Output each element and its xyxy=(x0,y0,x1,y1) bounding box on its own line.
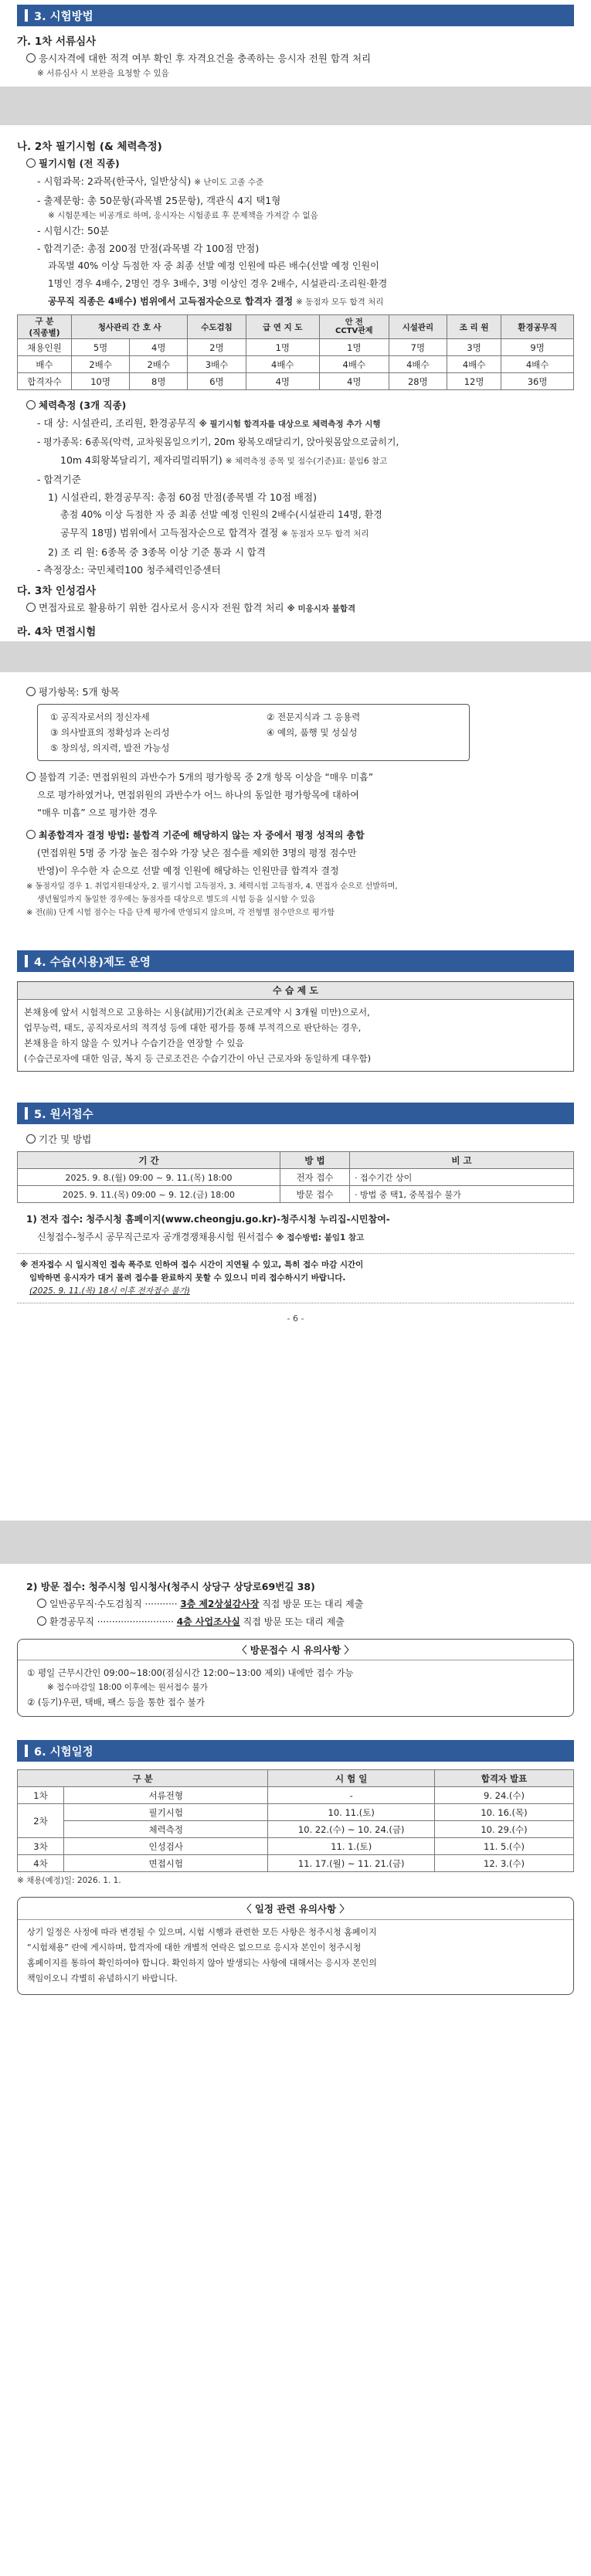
text-line: - 출제문항: 총 50문항(과목별 25문항), 객관식 4지 택1형 xyxy=(37,195,281,206)
text-line xyxy=(17,1229,574,1247)
text-line: 과목별 40% 이상 득점한 자 중 최종 선발 예정 인원에 따른 배수(선발 예정 인원이 xyxy=(48,260,379,271)
selection-ratio-table xyxy=(17,314,574,390)
cell: 1명 xyxy=(246,339,319,356)
circle-bullet-icon xyxy=(37,1599,46,1608)
th: 시설관리 xyxy=(389,315,447,339)
text: 최종합격자 결정 방법: 불합격 기준에 해당하지 않는 자 중에서 평정 성적의 총합 xyxy=(39,830,365,841)
page-6 xyxy=(0,672,591,1521)
circle-bullet-icon xyxy=(26,53,36,63)
heading-written-exam: 나. 2차 필기시험 (& 체력측정) xyxy=(17,141,162,153)
note: ※ 접수방법: 붙임1 참고 xyxy=(276,1233,365,1242)
heading-interview: 라. 4차 면접시험 xyxy=(17,626,97,638)
text: 3층 제2상설감사장 xyxy=(180,1599,260,1609)
cell: · 방법 중 택1, 중복접수 불가 xyxy=(350,1186,574,1203)
text-line xyxy=(17,1211,574,1229)
text-line: 으로 평가하였거나, 면접위원의 과반수가 어느 하나의 동일한 평가항목에 대하여 xyxy=(37,790,359,800)
text: 본채용을 하지 않을 수 있거나 수습기간을 연장할 수 있음 xyxy=(24,1038,244,1048)
bullet-text xyxy=(17,1596,574,1613)
cell: 11. 17.(월) ~ 11. 21.(금) xyxy=(268,1855,435,1872)
note: ※ 동점자 모두 합격 처리 xyxy=(281,529,369,539)
text: 홈페이지를 통하여 확인하여야 합니다. 확인하지 않아 발생되는 사항에 대해서는 응시자 본인의 xyxy=(27,1958,377,1968)
section-title: 3. 시험방법 xyxy=(34,10,93,23)
heading-document-screening: 가. 1차 서류심사 xyxy=(17,36,97,48)
text-line: - 합격기준: 총점 200점 만점(과목별 각 100점 만점) xyxy=(37,243,260,254)
table-row xyxy=(18,1855,574,1872)
cell: 4명 xyxy=(246,373,319,390)
bullet-text xyxy=(17,683,574,701)
page-5 xyxy=(0,125,591,641)
application-period-table xyxy=(17,1151,574,1203)
section-heading-schedule xyxy=(17,1740,574,1762)
text: 공무직 18명) 범위에서 고득점자순으로 합격자 결정 xyxy=(60,527,279,539)
cell: 10. 11.(토) xyxy=(268,1804,435,1821)
cell: 1차 xyxy=(18,1787,64,1804)
text: 응시자격에 대한 적격 여부 확인 후 자격요건을 충족하는 응시자 전원 합격 처리 xyxy=(39,53,372,64)
text: 신청접수-청주시 공무직근로자 공개경쟁채용시험 원서접수 xyxy=(37,1232,273,1242)
cell: 서류전형 xyxy=(64,1787,268,1804)
cell: 4명 xyxy=(130,339,188,356)
bullet-text xyxy=(17,599,574,618)
text: 직접 방문 또는 대리 제출 xyxy=(259,1599,364,1609)
cell: 체력측정 xyxy=(64,1821,268,1838)
probation-box xyxy=(17,981,574,1072)
text-line: (면접위원 5명 중 가장 높은 점수와 가장 낮은 점수를 제외한 3명의 평정 점수만 xyxy=(37,848,357,858)
item: ① 공직자로서의 정신자세 xyxy=(50,712,150,722)
text: 체력측정 (3개 직종) xyxy=(39,399,127,411)
bullet-text xyxy=(17,827,574,845)
table-header-row xyxy=(18,315,574,339)
table-row xyxy=(18,1169,574,1186)
th: 합격자 발표 xyxy=(435,1770,574,1787)
cell: 11. 1.(토) xyxy=(268,1838,435,1855)
circle-bullet-icon xyxy=(26,158,36,168)
cell: 채용인원 xyxy=(18,339,72,356)
item: ② 전문지식과 그 응용력 xyxy=(267,712,361,722)
table-row xyxy=(18,373,574,390)
text-line xyxy=(17,293,574,311)
page-gap xyxy=(0,87,591,125)
circle-bullet-icon xyxy=(37,1616,46,1626)
note-text: 생년월일까지 동일한 경우에는 동점자를 대상으로 별도의 시험 등을 실시할 수 있음 xyxy=(37,895,316,904)
note: ※ 동점자 모두 합격 처리 xyxy=(295,297,384,307)
cell: 1명 xyxy=(319,339,389,356)
cell: 2025. 9. 8.(월) 09:00 ~ 9. 11.(목) 18:00 xyxy=(18,1169,280,1186)
cell: 2명 xyxy=(188,339,246,356)
cell: 인성검사 xyxy=(64,1838,268,1855)
note: ※ 필기시험 합격자를 대상으로 체력측정 추가 시행 xyxy=(199,420,381,429)
bullet-text xyxy=(17,1130,574,1148)
cell: - xyxy=(268,1787,435,1804)
text: 기간 및 방법 xyxy=(39,1133,92,1145)
bullet-text xyxy=(17,1613,574,1631)
table-header-row xyxy=(18,1770,574,1787)
schedule-table xyxy=(17,1769,574,1872)
th: 환경공무직 xyxy=(501,315,574,339)
th: 비 고 xyxy=(350,1152,574,1169)
note-text: ※ 동점자일 경우 1. 취업지원대상자, 2. 필기시험 고득점자, 3. 체력시험 고득점자, 4. 면접자 순으로 선발하며, xyxy=(26,882,398,891)
text-line: - 합격기준 xyxy=(37,474,81,485)
text: 책임이오니 각별히 유념하시기 바랍니다. xyxy=(27,1973,178,1983)
circle-bullet-icon xyxy=(26,1134,36,1144)
bullet-text xyxy=(17,769,574,787)
table-row xyxy=(18,339,574,356)
section-heading-exam-method xyxy=(17,5,574,26)
circle-bullet-icon xyxy=(26,400,36,410)
table-row xyxy=(18,1838,574,1855)
text: 일반공무직·수도검침직 ··········· xyxy=(49,1599,181,1609)
cell: 면접시험 xyxy=(64,1855,268,1872)
text-line xyxy=(17,1578,574,1596)
visit-notice-box xyxy=(17,1639,574,1717)
item: ③ 의사발표의 정확성과 논리성 xyxy=(50,727,170,738)
cell: 4배수 xyxy=(246,356,319,373)
text: (2025. 9. 11.(목) 18시 이후 전자접수 불가) xyxy=(29,1286,190,1296)
th: 안 전 CCTV관제 xyxy=(319,315,389,339)
section-heading-probation xyxy=(17,950,574,972)
heading-personality-test: 다. 3차 인성검사 xyxy=(17,585,97,597)
text: 본채용에 앞서 시험적으로 고용하는 시용(試用)기간(최초 근로계약 시 3개월 미만)으로서, xyxy=(24,1007,370,1018)
circle-bullet-icon xyxy=(26,687,36,696)
sub-heading-written xyxy=(17,155,574,172)
cell: 3배수 xyxy=(188,356,246,373)
table-row xyxy=(18,1186,574,1203)
text-line xyxy=(17,172,574,192)
cell: 5명 xyxy=(72,339,130,356)
th: 방 법 xyxy=(280,1152,350,1169)
cell: 36명 xyxy=(501,373,574,390)
cell: 4배수 xyxy=(319,356,389,373)
note-text: ※ 채용(예정)일: 2026. 1. 1. xyxy=(17,1876,121,1885)
table-row xyxy=(18,1821,574,1838)
text-line: 총점 40% 이상 득점한 자 중 최종 선발 예정 인원의 2배수(시설관리 14명, 환경 xyxy=(60,509,382,520)
th: 수도검침 xyxy=(188,315,246,339)
text: - 시험과목: 2과목(한국사, 일반상식) xyxy=(37,175,192,187)
cell: 필기시험 xyxy=(64,1804,268,1821)
th: 기 간 xyxy=(18,1152,280,1169)
cell: 전자 접수 xyxy=(280,1169,350,1186)
circle-bullet-icon xyxy=(26,772,36,781)
text: 4층 사업조사실 xyxy=(176,1616,240,1627)
text-line: 1) 시설관리, 환경공무직: 총점 60점 만점(종목별 각 10점 배점) xyxy=(48,491,317,503)
note: ※ 난이도 고졸 수준 xyxy=(194,178,264,187)
page-7 xyxy=(0,1564,591,2576)
cell: 10. 29.(수) xyxy=(435,1821,574,1838)
cell: 12명 xyxy=(447,373,501,390)
box-title: 〈 일정 관련 유의사항 〉 xyxy=(18,1899,573,1920)
cell: 10명 xyxy=(72,373,130,390)
text: 공무직 직종은 4배수) 범위에서 고득점자순으로 합격자 결정 xyxy=(48,296,294,307)
cell: 9명 xyxy=(501,339,574,356)
cell: 10. 16.(목) xyxy=(435,1804,574,1821)
box-title: 〈 방문접수 시 유의사항 〉 xyxy=(18,1641,573,1660)
item: ⑤ 창의성, 의지력, 발전 가능성 xyxy=(50,743,170,753)
probation-body xyxy=(18,1000,573,1071)
text: ① 평일 근무시간인 09:00~18:00(점심시간 12:00~13:00 제외) 내에만 접수 가능 xyxy=(27,1667,354,1678)
note: ※ 체력측정 종목 및 점수(기준)표: 붙임6 참고 xyxy=(225,457,388,466)
text: ※ 접수마감일 18:00 이후에는 원서접수 불가 xyxy=(47,1683,208,1692)
cell: 12. 3.(수) xyxy=(435,1855,574,1872)
text: 10m 4회왕복달리기, 제자리멀리뛰기) xyxy=(60,454,222,466)
page-number: - 6 - xyxy=(287,1313,304,1324)
cell: · 접수기간 상이 xyxy=(350,1169,574,1186)
th: 급 연 지 도 xyxy=(246,315,319,339)
text-line: 2) 조 리 원: 6종목 중 3종목 이상 기준 통과 시 합격 xyxy=(48,546,266,558)
cell: 10. 22.(수) ~ 10. 24.(금) xyxy=(268,1821,435,1838)
text: 1) 전자 접수: 청주시청 홈페이지(www.cheongju.go.kr)-청주시청 누리집-시민참여- xyxy=(26,1214,390,1225)
text: ② (등기)우편, 택배, 팩스 등을 통한 접수 불가 xyxy=(27,1697,205,1708)
text: 면접자료로 활용하기 위한 검사로서 응시자 전원 합격 처리 xyxy=(39,602,284,613)
cell: 7명 xyxy=(389,339,447,356)
cell: 2025. 9. 11.(목) 09:00 ~ 9. 12.(금) 18:00 xyxy=(18,1186,280,1203)
text: 2) 방문 접수: 청주시청 임시청사(청주시 상당구 상당로69번길 38) xyxy=(26,1581,315,1592)
text: 임박하면 응시자가 대거 몰려 접수를 완료하지 못할 수 있으니 미리 접수하시기 바랍니다. xyxy=(29,1273,346,1283)
section-title: 5. 원서접수 xyxy=(34,1108,93,1121)
page-gap xyxy=(0,641,591,672)
table-header-row xyxy=(18,1152,574,1169)
cell: 28명 xyxy=(389,373,447,390)
cell: 4배수 xyxy=(501,356,574,373)
text: 필기시험 (전 직종) xyxy=(39,158,120,169)
online-warning-box xyxy=(17,1253,574,1303)
th: 구 분 xyxy=(18,1770,268,1787)
circle-bullet-icon xyxy=(26,830,36,839)
table-row xyxy=(18,1804,574,1821)
item: ④ 예의, 품행 및 성실성 xyxy=(267,727,358,738)
text-line xyxy=(17,414,574,433)
text-line: 반영)이 우수한 자 순으로 선발 예정 인원에 해당하는 인원만큼 합격자 결정 xyxy=(37,865,339,876)
text: ※ 전자접수 시 일시적인 접속 폭주로 인하여 접수 시간이 지연될 수 있고, 특히 접수 마감 시간이 xyxy=(20,1260,364,1269)
circle-bullet-icon xyxy=(26,603,36,612)
cell: 3명 xyxy=(447,339,501,356)
sub-heading-fitness xyxy=(17,396,574,414)
cell: 4차 xyxy=(18,1855,64,1872)
items-row xyxy=(50,740,457,756)
cell: 8명 xyxy=(130,373,188,390)
evaluation-items-box xyxy=(37,704,470,761)
text-line xyxy=(17,524,574,543)
text: (수습근로자에 대한 임금, 복지 등 근로조건은 수습기간이 아닌 근로자와 동일하게 대우함) xyxy=(24,1053,372,1064)
th: 시 험 일 xyxy=(268,1770,435,1787)
text: 상기 일정은 사정에 따라 변경될 수 있으며, 시험 시행과 관련한 모든 사항은 청주시청 홈페이지 xyxy=(27,1927,377,1937)
section-title: 4. 수습(시용)제도 운영 xyxy=(34,956,151,969)
items-row xyxy=(50,725,457,740)
page-4 xyxy=(0,0,591,87)
cell: 9. 24.(수) xyxy=(435,1787,574,1804)
text: 업무능력, 태도, 공직자로서의 적격성 등에 대한 평가를 통해 부적격으로 판단하는 경우, xyxy=(24,1022,362,1033)
text-line: 1명인 경우 4배수, 2명인 경우 3배수, 3명 이상인 경우 2배수, 시설관리·조리원·환경 xyxy=(48,278,388,289)
cell: 배수 xyxy=(18,356,72,373)
th: 조 리 원 xyxy=(447,315,501,339)
bullet-text xyxy=(17,49,574,67)
text-line: “매우 미흡” 으로 평가한 경우 xyxy=(37,807,158,818)
text-line: - 평가종목: 6종목(악력, 교차윗몸일으키기, 20m 왕복오래달리기, 앉아윗몸앞으로굽히기, xyxy=(37,437,399,447)
text: 직접 방문 또는 대리 제출 xyxy=(239,1616,345,1627)
note-text: ※ 전(前) 단계 시험 점수는 다음 단계 평가에 반영되지 않으며, 각 전형별 점수만으로 평가함 xyxy=(26,909,335,917)
cell: 4배수 xyxy=(447,356,501,373)
note-text: ※ 서류심사 시 보완을 요청할 수 있음 xyxy=(37,69,169,78)
text-line: - 측정장소: 국민체력100 청주체력인증센터 xyxy=(37,564,221,576)
table-row xyxy=(18,356,574,373)
cell: 합격자수 xyxy=(18,373,72,390)
items-row xyxy=(50,709,457,725)
cell: 2배수 xyxy=(130,356,188,373)
page-gap xyxy=(0,1521,591,1564)
cell: 4배수 xyxy=(389,356,447,373)
text: - 대 상: 시설관리, 조리원, 환경공무직 xyxy=(37,417,196,429)
section-title: 6. 시험일정 xyxy=(34,1745,93,1759)
th: 청사관리 간 호 사 xyxy=(72,315,188,339)
cell: 2배수 xyxy=(72,356,130,373)
table-row xyxy=(18,1787,574,1804)
text: 불합격 기준: 면접위원의 과반수가 5개의 평가항목 중 2개 항목 이상을 “매우 미흡” xyxy=(39,772,374,783)
text: 환경공무직 ·························· xyxy=(49,1616,177,1627)
text: “시험채용” 란에 게시하며, 합격자에 대한 개별적 연락은 없으므로 응시자 본인이 청주시청 xyxy=(27,1942,362,1952)
cell: 3차 xyxy=(18,1838,64,1855)
cell: 6명 xyxy=(188,373,246,390)
text-line: - 시험시간: 50분 xyxy=(37,225,109,236)
text-line xyxy=(17,451,574,471)
cell: 2차 xyxy=(18,1804,64,1838)
cell: 4명 xyxy=(319,373,389,390)
note: ※ 미응시자 불합격 xyxy=(287,604,356,613)
probation-title: 수 습 제 도 xyxy=(18,982,573,1000)
schedule-notice-box xyxy=(17,1897,574,1995)
text: 평가항목: 5개 항목 xyxy=(39,686,120,698)
section-heading-application xyxy=(17,1103,574,1124)
cell: 방문 접수 xyxy=(280,1186,350,1203)
note-text: ※ 시험문제는 비공개로 하며, 응시자는 시험종료 후 문제책을 가져갈 수 없음 xyxy=(48,211,318,220)
cell: 11. 5.(수) xyxy=(435,1838,574,1855)
th: 구 분 (직종별) xyxy=(18,315,72,339)
